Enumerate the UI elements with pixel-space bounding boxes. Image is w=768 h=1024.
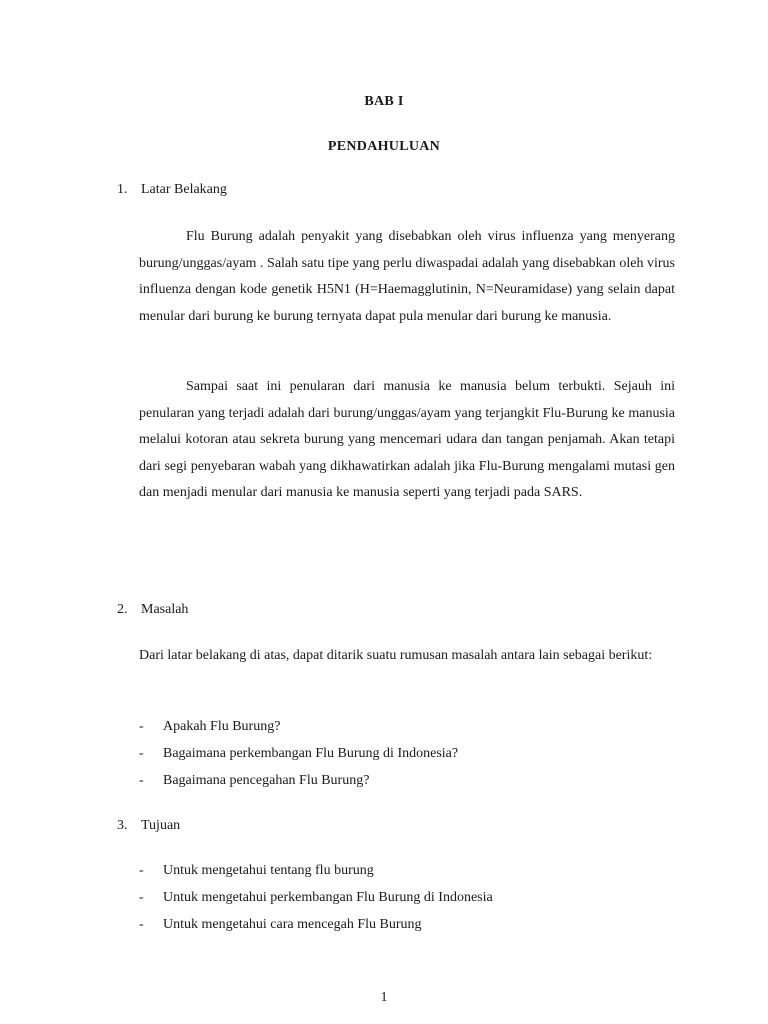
list-item-text: Bagaimana pencegahan Flu Burung?: [163, 773, 370, 788]
list-item: [139, 713, 675, 740]
paragraph-masalah: Dari latar belakang di atas, dapat ditarik suatu rumusan masalah antara lain sebagai berikut:: [139, 648, 653, 663]
bullet-dash: -: [139, 773, 144, 788]
list-item: [139, 911, 675, 938]
list-item: [139, 884, 675, 911]
bullet-list-tujuan: [139, 857, 675, 938]
section-title: Masalah: [141, 602, 189, 617]
list-item-text: Untuk mengetahui perkembangan Flu Burung di Indonesia: [163, 890, 493, 905]
section-title: Latar Belakang: [141, 182, 227, 197]
section-number: 2.: [117, 602, 128, 617]
list-item: [139, 740, 675, 767]
bullet-dash: -: [139, 917, 144, 932]
section-heading-masalah: [117, 602, 188, 618]
list-item: [139, 767, 675, 794]
bullet-list-masalah: [139, 713, 675, 794]
paragraph-latar-belakang-2: Sampai saat ini penularan dari manusia ke manusia belum terbukti. Sejauh ini penularan yang terjadi adalah dari burung/unggas/ayam yang terjangkit Flu-Burung ke manusia melalui kotoran atau sekreta burung yang mencemari udara dan tangan penjamah. Akan tetapi dari segi penyebaran wabah yang dikhawatirkan adalah jika Flu-Burung mengalami mutasi gen dan menjadi menular dari manusia ke manusia seperti yang terjadi pada SARS.: [139, 379, 675, 501]
list-item-text: Untuk mengetahui tentang flu burung: [163, 863, 374, 878]
section-number: 1.: [117, 182, 128, 197]
bullet-dash: -: [139, 890, 144, 905]
section-title: Tujuan: [141, 818, 181, 833]
section-heading-tujuan: [117, 818, 180, 834]
bullet-dash: -: [139, 746, 144, 761]
list-item: [139, 857, 675, 884]
bullet-dash: -: [139, 863, 144, 878]
list-item-text: Untuk mengetahui cara mencegah Flu Burung: [163, 917, 422, 932]
chapter-title: PENDAHULUAN: [327, 139, 441, 154]
list-item-text: Bagaimana perkembangan Flu Burung di Indonesia?: [163, 746, 459, 761]
page-number: 1: [380, 990, 388, 1005]
list-item-text: Apakah Flu Burung?: [163, 719, 281, 734]
chapter-number: BAB I: [364, 94, 404, 109]
section-number: 3.: [117, 818, 128, 833]
bullet-dash: -: [139, 719, 144, 734]
section-heading-latar-belakang: [117, 182, 227, 198]
paragraph-latar-belakang-1: Flu Burung adalah penyakit yang disebabkan oleh virus influenza yang menyerang burung/unggas/ayam . Salah satu tipe yang perlu diwaspadai adalah yang disebabkan oleh virus influenza dengan kode genetik H5N1 (H=Haemagglutinin, N=Neuramidase) yang selain dapat menular dari burung ke burung ternyata dapat pula menular dari burung ke manusia.: [139, 229, 675, 324]
